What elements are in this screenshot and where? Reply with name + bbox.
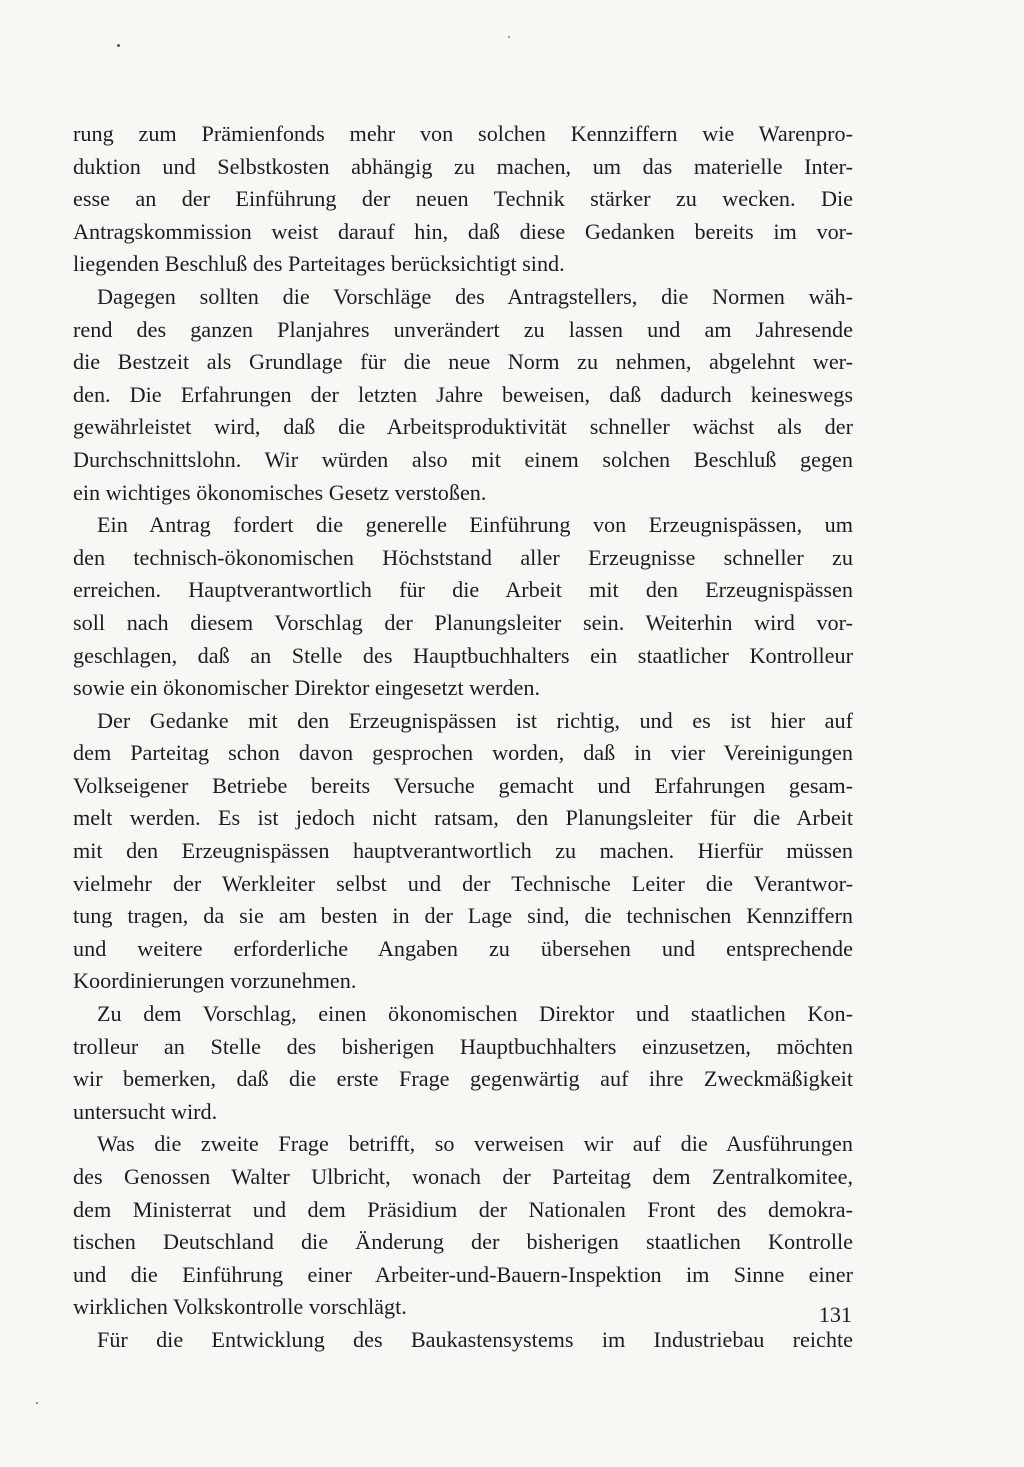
scan-speck <box>36 1402 38 1404</box>
paragraph <box>73 118 853 281</box>
text-line: erreichen. Hauptverantwortlich für die Arbeit mit den Erzeugnispässen <box>73 577 853 603</box>
paragraph <box>73 998 853 1128</box>
text-line: dem Parteitag schon davon gesprochen worden, daß in vier Vereinigungen <box>73 740 853 766</box>
text-line: den. Die Erfahrungen der letzten Jahre beweisen, daß dadurch keineswegs <box>73 381 853 407</box>
text-line: soll nach diesem Vorschlag der Planungsleiter sein. Weiterhin wird vor- <box>73 609 853 635</box>
text-line: Der Gedanke mit den Erzeugnispässen ist richtig, und es ist hier auf <box>97 707 853 733</box>
text-line: und die Einführung einer Arbeiter-und-Bauern-Inspektion im Sinne einer <box>73 1261 853 1287</box>
paragraph <box>73 509 853 705</box>
text-line: vielmehr der Werkleiter selbst und der Technische Leiter die Verantwor- <box>73 870 853 896</box>
text-line: untersucht wird. <box>73 1098 218 1124</box>
text-line: duktion und Selbstkosten abhängig zu machen, um das materielle Inter- <box>73 153 853 179</box>
text-line: Was die zweite Frage betrifft, so verweisen wir auf die Ausführungen <box>97 1131 853 1157</box>
scan-speck <box>508 36 510 38</box>
text-line: Durchschnittslohn. Wir würden also mit einem solchen Beschluß gegen <box>73 446 853 472</box>
text-line: geschlagen, daß an Stelle des Hauptbuchhalters ein staatlicher Kontrolleur <box>73 642 853 668</box>
scan-speck <box>117 44 120 47</box>
text-line: Ein Antrag fordert die generelle Einführung von Erzeugnispässen, um <box>97 512 853 538</box>
paragraph <box>73 705 853 998</box>
text-line: tung tragen, da sie am besten in der Lage sind, die technischen Kennziffern <box>73 903 853 929</box>
text-line: dem Ministerrat und dem Präsidium der Nationalen Front des demokra- <box>73 1196 853 1222</box>
text-line: rend des ganzen Planjahres unverändert zu lassen und am Jahresende <box>73 316 853 342</box>
text-line: melt werden. Es ist jedoch nicht ratsam, den Planungsleiter für die Arbeit <box>73 805 853 831</box>
text-line: trolleur an Stelle des bisherigen Hauptbuchhalters einzusetzen, möchten <box>73 1033 853 1059</box>
text-line: Dagegen sollten die Vorschläge des Antragstellers, die Normen wäh- <box>97 283 853 309</box>
text-line: Für die Entwicklung des Baukastensystems im Industriebau reichte <box>97 1326 853 1352</box>
body-text <box>73 118 853 1357</box>
text-line: sowie ein ökonomischer Direktor eingesetzt werden. <box>73 675 541 701</box>
text-line: ein wichtiges ökonomisches Gesetz verstoßen. <box>73 479 487 505</box>
text-line: den technisch-ökonomischen Höchststand aller Erzeugnisse schneller zu <box>73 544 853 570</box>
text-line: die Bestzeit als Grundlage für die neue Norm zu nehmen, abgelehnt wer- <box>73 349 853 375</box>
text-line: Zu dem Vorschlag, einen ökonomischen Direktor und staatlichen Kon- <box>97 1001 853 1027</box>
text-line: des Genossen Walter Ulbricht, wonach der Parteitag dem Zentralkomitee, <box>73 1164 853 1189</box>
paragraph <box>73 281 853 509</box>
text-line: Koordinierungen vorzunehmen. <box>73 968 357 994</box>
text-line: liegenden Beschluß des Parteitages berücksichtigt sind. <box>73 251 565 277</box>
paragraph <box>73 1324 853 1357</box>
paragraph <box>73 1128 853 1324</box>
text-line: Volkseigener Betriebe bereits Versuche gemacht und Erfahrungen gesam- <box>73 772 853 798</box>
text-line: wir bemerken, daß die erste Frage gegenwärtig auf ihre Zweckmäßigkeit <box>73 1066 853 1092</box>
text-line: und weitere erforderliche Angaben zu übersehen und entsprechende <box>73 935 853 961</box>
page-number: 131 <box>818 1302 852 1327</box>
text-line: mit den Erzeugnispässen hauptverantwortlich zu machen. Hierfür müssen <box>73 838 853 864</box>
text-line: rung zum Prämienfonds mehr von solchen Kennziffern wie Warenpro- <box>73 121 853 146</box>
text-line: Antragskommission weist darauf hin, daß diese Gedanken bereits im vor- <box>73 218 853 244</box>
text-line: esse an der Einführung der neuen Technik stärker zu wecken. Die <box>73 186 853 212</box>
text-line: tischen Deutschland die Änderung der bisherigen staatlichen Kontrolle <box>73 1229 853 1255</box>
text-line: wirklichen Volkskontrolle vorschlägt. <box>73 1294 407 1320</box>
text-line: gewährleistet wird, daß die Arbeitsproduktivität schneller wächst als der <box>73 414 853 440</box>
